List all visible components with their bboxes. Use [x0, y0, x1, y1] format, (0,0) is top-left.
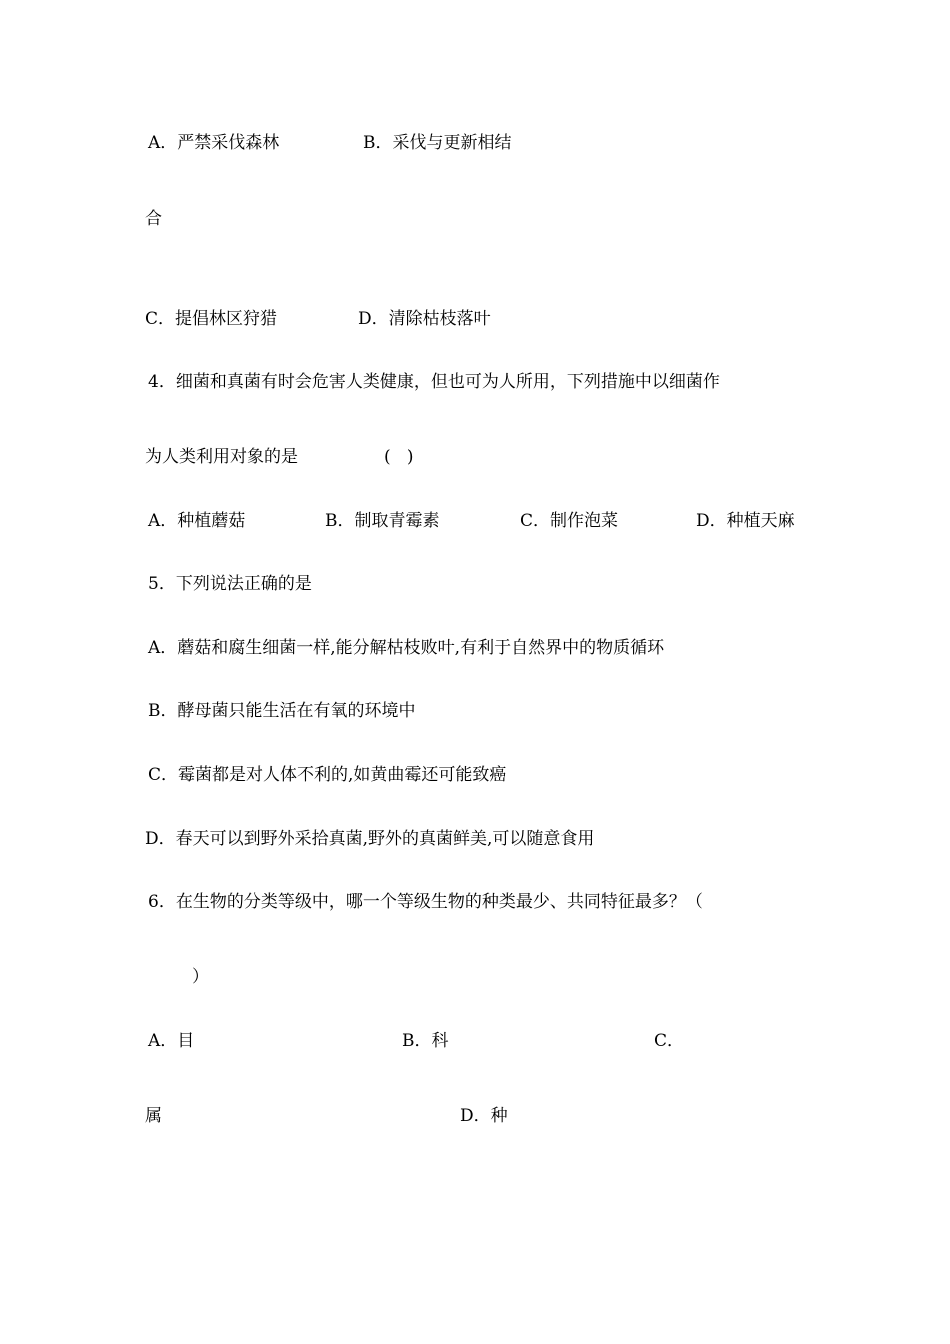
q5-option-b: B．酵母菌只能生活在有氧的环境中: [148, 701, 416, 721]
q5-option-c: C．霉菌都是对人体不利的,如黄曲霉还可能致癌: [148, 765, 507, 785]
q4-option-b: B．制取青霉素: [325, 511, 440, 531]
q6-option-b: B．科: [402, 1031, 449, 1051]
q3-option-d: D．清除枯枝落叶: [358, 309, 491, 329]
q5-option-d: D．春天可以到野外采拾真菌,野外的真菌鲜美,可以随意食用: [145, 829, 595, 849]
q4-option-a: A．种植蘑菇: [148, 511, 246, 531]
q4-option-d: D．种植天麻: [696, 511, 795, 531]
q4-stem-line1: 4．细菌和真菌有时会危害人类健康，但也可为人所用，下列措施中以细菌作: [148, 372, 720, 392]
q5-option-a: A．蘑菇和腐生细菌一样,能分解枯枝败叶,有利于自然界中的物质循环: [148, 638, 665, 658]
q4-stem-line2: 为人类利用对象的是: [145, 447, 298, 467]
q4-answer-bracket: ( ): [384, 447, 414, 467]
q4-option-c: C．制作泡菜: [520, 511, 619, 531]
q6-option-c: C．: [654, 1031, 685, 1051]
q3-option-b: B．采伐与更新相结: [363, 133, 512, 153]
q6-stem-line2: ）: [192, 967, 209, 987]
q6-stem-line1: 6．在生物的分类等级中，哪一个等级生物的种类最少、共同特征最多？（: [148, 892, 703, 912]
q6-option-c-continued: 属: [145, 1106, 162, 1126]
q5-stem: 5．下列说法正确的是: [148, 574, 312, 594]
q3-option-a: A．严禁采伐森林: [148, 133, 280, 153]
q6-option-a: A．目: [148, 1031, 195, 1051]
q6-option-d: D．种: [460, 1106, 508, 1126]
q3-option-c: C．提倡林区狩猎: [145, 309, 278, 329]
q3-option-b-continued: 合: [145, 209, 162, 229]
